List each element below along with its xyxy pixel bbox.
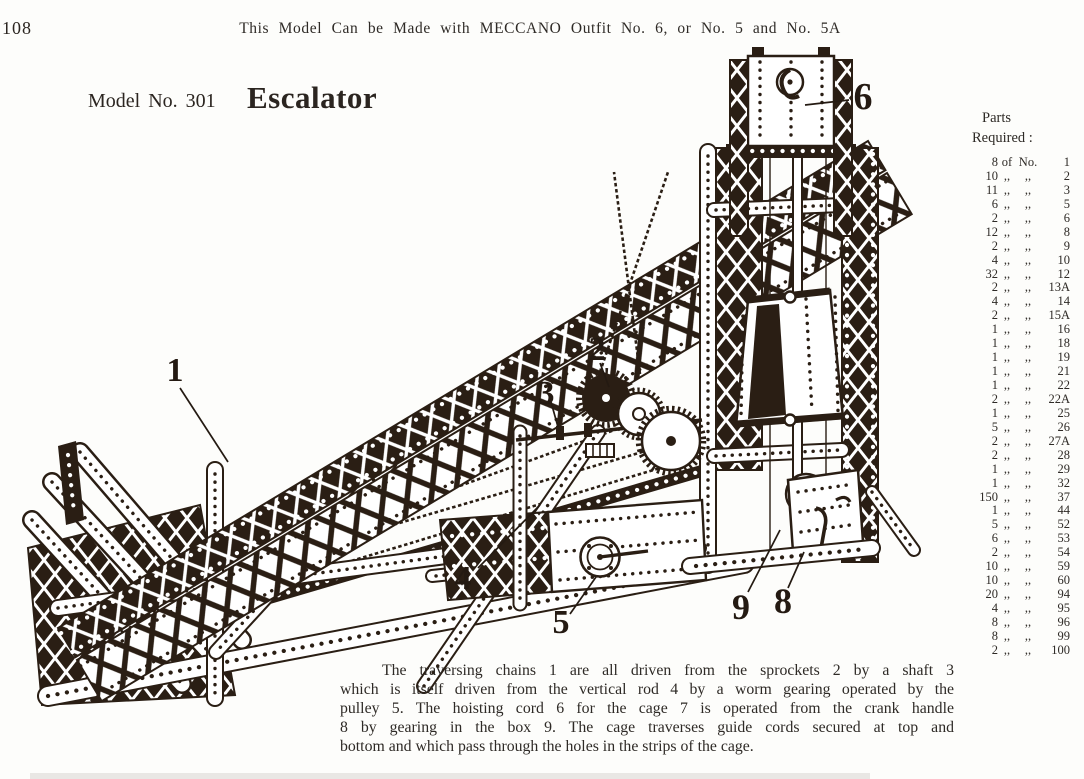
figure-label-5: 5 xyxy=(552,604,570,641)
part-number: 12 xyxy=(1057,266,1070,281)
part-quantity: 6 xyxy=(991,531,998,546)
part-ditto-1: ,, xyxy=(1003,266,1011,281)
part-ditto-1: ,, xyxy=(1003,196,1011,211)
part-quantity: 1 xyxy=(991,475,998,490)
part-ditto-1: ,, xyxy=(1003,280,1011,295)
part-ditto-2: ,, xyxy=(1024,489,1032,504)
part-quantity: 8 xyxy=(991,614,998,629)
part-ditto-1: ,, xyxy=(1003,168,1011,183)
part-number: 8 xyxy=(1063,224,1070,239)
part-number: 96 xyxy=(1057,614,1070,629)
part-number: 28 xyxy=(1057,447,1070,462)
figure-label-8: 8 xyxy=(774,581,792,621)
parts-row xyxy=(972,379,1076,393)
part-ditto-2: ,, xyxy=(1024,642,1032,657)
parts-heading-line1: Parts xyxy=(982,110,1011,126)
parts-row xyxy=(972,156,1076,170)
part-quantity: 2 xyxy=(991,280,998,295)
part-ditto-2: ,, xyxy=(1024,210,1032,225)
part-number: 21 xyxy=(1057,364,1070,379)
part-ditto-1: ,, xyxy=(1003,433,1011,448)
part-number: 15A xyxy=(1048,308,1070,323)
part-number: 3 xyxy=(1063,182,1070,197)
part-quantity: 8 xyxy=(991,628,998,643)
part-ditto-2: ,, xyxy=(1024,531,1032,546)
parts-row xyxy=(972,518,1076,532)
part-ditto-2: ,, xyxy=(1024,545,1032,560)
part-quantity: 8 xyxy=(991,155,998,169)
part-ditto-1: ,, xyxy=(1003,364,1011,379)
part-ditto-1: ,, xyxy=(1003,573,1011,588)
part-ditto-1: of xyxy=(1001,155,1013,169)
parts-row xyxy=(972,421,1076,435)
parts-row xyxy=(972,491,1076,505)
part-number: 9 xyxy=(1063,238,1070,253)
part-ditto-2: ,, xyxy=(1024,168,1032,183)
part-ditto-1: ,, xyxy=(1003,350,1011,365)
part-ditto-2: ,, xyxy=(1024,503,1032,518)
model-number: Model No. 301 xyxy=(88,90,216,112)
figure-label-3: 3 xyxy=(537,375,555,412)
parts-row xyxy=(972,574,1076,588)
part-ditto-1: ,, xyxy=(1003,489,1011,504)
part-quantity: 2 xyxy=(991,391,998,406)
part-quantity: 1 xyxy=(991,322,998,337)
part-ditto-1: ,, xyxy=(1003,405,1011,420)
part-number: 25 xyxy=(1057,405,1070,420)
part-number: 13A xyxy=(1048,280,1070,295)
part-ditto-2: ,, xyxy=(1024,447,1032,462)
part-number: 26 xyxy=(1057,419,1070,434)
part-number: 19 xyxy=(1057,350,1070,365)
part-ditto-1: ,, xyxy=(1003,628,1011,643)
part-ditto-2: ,, xyxy=(1024,433,1032,448)
parts-row xyxy=(972,254,1076,268)
part-ditto-2: ,, xyxy=(1024,364,1032,379)
parts-row xyxy=(972,463,1076,477)
part-quantity: 150 xyxy=(979,489,998,504)
part-ditto-2: ,, xyxy=(1024,350,1032,365)
header-line: This Model Can be Made with MECCANO Outfit No. 6, or No. 5 and No. 5A xyxy=(239,20,841,37)
part-ditto-2: ,, xyxy=(1024,419,1032,434)
part-quantity: 1 xyxy=(991,336,998,351)
part-ditto-1: ,, xyxy=(1003,475,1011,490)
part-number: 14 xyxy=(1057,294,1070,309)
part-ditto-2: ,, xyxy=(1024,238,1032,253)
part-number: 37 xyxy=(1057,489,1070,504)
part-ditto-1: ,, xyxy=(1003,531,1011,546)
parts-panel xyxy=(972,110,1076,658)
part-number: 32 xyxy=(1057,475,1070,490)
part-number: 95 xyxy=(1057,601,1070,615)
part-quantity: 2 xyxy=(991,238,998,253)
part-quantity: 1 xyxy=(991,364,998,379)
parts-row xyxy=(972,212,1076,226)
part-ditto-2: ,, xyxy=(1024,182,1032,197)
part-number: 100 xyxy=(1051,642,1070,657)
part-quantity: 2 xyxy=(991,433,998,448)
parts-row xyxy=(972,184,1076,198)
part-ditto-1: ,, xyxy=(1003,545,1011,560)
part-ditto-2: ,, xyxy=(1024,391,1032,406)
part-ditto-1: ,, xyxy=(1003,322,1011,337)
caption-paragraph xyxy=(340,661,954,756)
part-number: 53 xyxy=(1057,531,1070,546)
parts-row xyxy=(972,295,1076,309)
part-number: 52 xyxy=(1057,517,1070,532)
parts-row xyxy=(972,616,1076,630)
part-ditto-2: ,, xyxy=(1024,405,1032,420)
part-number: 59 xyxy=(1057,559,1070,574)
part-quantity: 4 xyxy=(991,252,998,267)
parts-row xyxy=(972,281,1076,295)
part-ditto-1: ,, xyxy=(1003,252,1011,267)
part-ditto-2: ,, xyxy=(1024,475,1032,490)
part-quantity: 2 xyxy=(991,642,998,657)
part-quantity: 1 xyxy=(991,503,998,518)
parts-row xyxy=(972,546,1076,560)
part-quantity: 1 xyxy=(991,461,998,476)
parts-list xyxy=(972,156,1076,658)
figure-label-1: 1 xyxy=(166,352,184,389)
part-ditto-1: ,, xyxy=(1003,391,1011,406)
part-ditto-2: ,, xyxy=(1024,280,1032,295)
part-ditto-1: ,, xyxy=(1003,614,1011,629)
parts-row xyxy=(972,226,1076,240)
part-ditto-2: ,, xyxy=(1024,308,1032,323)
part-number: 27A xyxy=(1048,433,1070,448)
part-quantity: 10 xyxy=(985,573,998,588)
part-number: 16 xyxy=(1057,322,1070,337)
figure-label-6: 6 xyxy=(853,76,873,118)
part-ditto-2: ,, xyxy=(1024,336,1032,351)
part-ditto-1: ,, xyxy=(1003,461,1011,476)
part-quantity: 4 xyxy=(991,294,998,309)
page-bottom-edge xyxy=(30,773,870,779)
part-number: 22 xyxy=(1057,378,1070,392)
figure-label-2: 2 xyxy=(588,331,606,368)
part-ditto-1: ,, xyxy=(1003,182,1011,197)
part-number: 2 xyxy=(1063,168,1070,183)
part-ditto-1: ,, xyxy=(1003,419,1011,434)
part-quantity: 2 xyxy=(991,308,998,323)
part-quantity: 6 xyxy=(991,196,998,211)
parts-row xyxy=(972,532,1076,546)
caption-line: 8 by gearing in the box 9. The cage traverses guide cords secured at top and xyxy=(340,719,954,736)
part-ditto-1: ,, xyxy=(1003,601,1011,615)
part-ditto-2: ,, xyxy=(1024,573,1032,588)
parts-row xyxy=(972,504,1076,518)
part-ditto-2: ,, xyxy=(1024,601,1032,615)
part-ditto-1: ,, xyxy=(1003,308,1011,323)
part-ditto-2: ,, xyxy=(1024,252,1032,267)
part-quantity: 11 xyxy=(985,182,998,197)
part-ditto-1: ,, xyxy=(1003,336,1011,351)
part-quantity: 32 xyxy=(985,266,998,281)
parts-row xyxy=(972,309,1076,323)
parts-row xyxy=(972,630,1076,644)
part-number: 99 xyxy=(1057,628,1070,643)
part-ditto-1: ,, xyxy=(1003,224,1011,239)
caption-line: bottom and which pass through the holes in the strips of the cage. xyxy=(340,738,754,755)
part-ditto-1: ,, xyxy=(1003,559,1011,574)
part-quantity: 2 xyxy=(991,210,998,225)
page-number: 108 xyxy=(2,18,32,38)
part-ditto-2: ,, xyxy=(1024,628,1032,643)
part-ditto-1: ,, xyxy=(1003,210,1011,225)
part-number: 94 xyxy=(1057,587,1070,602)
part-quantity: 2 xyxy=(991,447,998,462)
part-ditto-1: ,, xyxy=(1003,503,1011,518)
part-number: 22A xyxy=(1048,391,1070,406)
figure-label-9: 9 xyxy=(732,587,750,627)
part-quantity: 5 xyxy=(991,419,998,434)
part-quantity: 1 xyxy=(991,350,998,365)
parts-row xyxy=(972,435,1076,449)
parts-row xyxy=(972,337,1076,351)
parts-row xyxy=(972,351,1076,365)
parts-row xyxy=(972,268,1076,282)
part-ditto-1: ,, xyxy=(1003,587,1011,602)
part-ditto-2: ,, xyxy=(1024,559,1032,574)
parts-row xyxy=(972,560,1076,574)
part-quantity: 5 xyxy=(991,517,998,532)
part-ditto-2: ,, xyxy=(1024,587,1032,602)
part-ditto-2: ,, xyxy=(1024,294,1032,309)
parts-row xyxy=(972,170,1076,184)
part-quantity: 10 xyxy=(985,559,998,574)
part-number: 6 xyxy=(1063,210,1070,225)
part-number: 54 xyxy=(1057,545,1070,560)
part-quantity: 20 xyxy=(985,587,998,602)
part-quantity: 12 xyxy=(985,224,998,239)
caption-line: which is itself driven from the vertical rod 4 by a worm gearing operated by the xyxy=(340,681,954,698)
part-ditto-1: ,, xyxy=(1003,642,1011,657)
part-number: 1 xyxy=(1063,155,1070,169)
parts-row xyxy=(972,323,1076,337)
part-number: 18 xyxy=(1057,336,1070,351)
part-number: 5 xyxy=(1063,196,1070,211)
parts-row xyxy=(972,365,1076,379)
part-ditto-1: ,, xyxy=(1003,294,1011,309)
part-ditto-2: ,, xyxy=(1024,196,1032,211)
gearbox xyxy=(690,470,872,566)
part-number: 60 xyxy=(1057,573,1070,588)
parts-heading-line2: Required : xyxy=(972,130,1033,146)
part-ditto-2: ,, xyxy=(1024,378,1032,392)
part-ditto-2: ,, xyxy=(1024,461,1032,476)
part-quantity: 4 xyxy=(991,601,998,615)
part-ditto-1: ,, xyxy=(1003,447,1011,462)
figure-label-4: 4 xyxy=(454,560,472,597)
parts-row xyxy=(972,240,1076,254)
part-ditto-1: ,, xyxy=(1003,378,1011,392)
parts-row xyxy=(972,477,1076,491)
part-ditto-2: No. xyxy=(1018,155,1038,169)
part-ditto-2: ,, xyxy=(1024,614,1032,629)
part-number: 29 xyxy=(1057,461,1070,476)
parts-row xyxy=(972,602,1076,616)
part-quantity: 2 xyxy=(991,545,998,560)
page-title: Escalator xyxy=(247,80,378,115)
parts-row xyxy=(972,393,1076,407)
cage xyxy=(736,290,843,426)
caption-line: pulley 5. The hoisting cord 6 for the cage 7 is operated from the crank handle xyxy=(340,700,954,717)
parts-row xyxy=(972,407,1076,421)
part-ditto-1: ,, xyxy=(1003,238,1011,253)
part-quantity: 1 xyxy=(991,378,998,392)
part-quantity: 10 xyxy=(985,168,998,183)
part-ditto-2: ,, xyxy=(1024,517,1032,532)
part-number: 44 xyxy=(1057,503,1070,518)
parts-row xyxy=(972,449,1076,463)
part-ditto-1: ,, xyxy=(1003,517,1011,532)
parts-row xyxy=(972,198,1076,212)
part-ditto-2: ,, xyxy=(1024,224,1032,239)
part-quantity: 1 xyxy=(991,405,998,420)
parts-row xyxy=(972,644,1076,658)
part-ditto-2: ,, xyxy=(1024,266,1032,281)
part-ditto-2: ,, xyxy=(1024,322,1032,337)
parts-row xyxy=(972,588,1076,602)
part-number: 10 xyxy=(1057,252,1070,267)
caption-line: The traversing chains 1 are all driven from the sprockets 2 by a shaft 3 xyxy=(382,662,954,679)
